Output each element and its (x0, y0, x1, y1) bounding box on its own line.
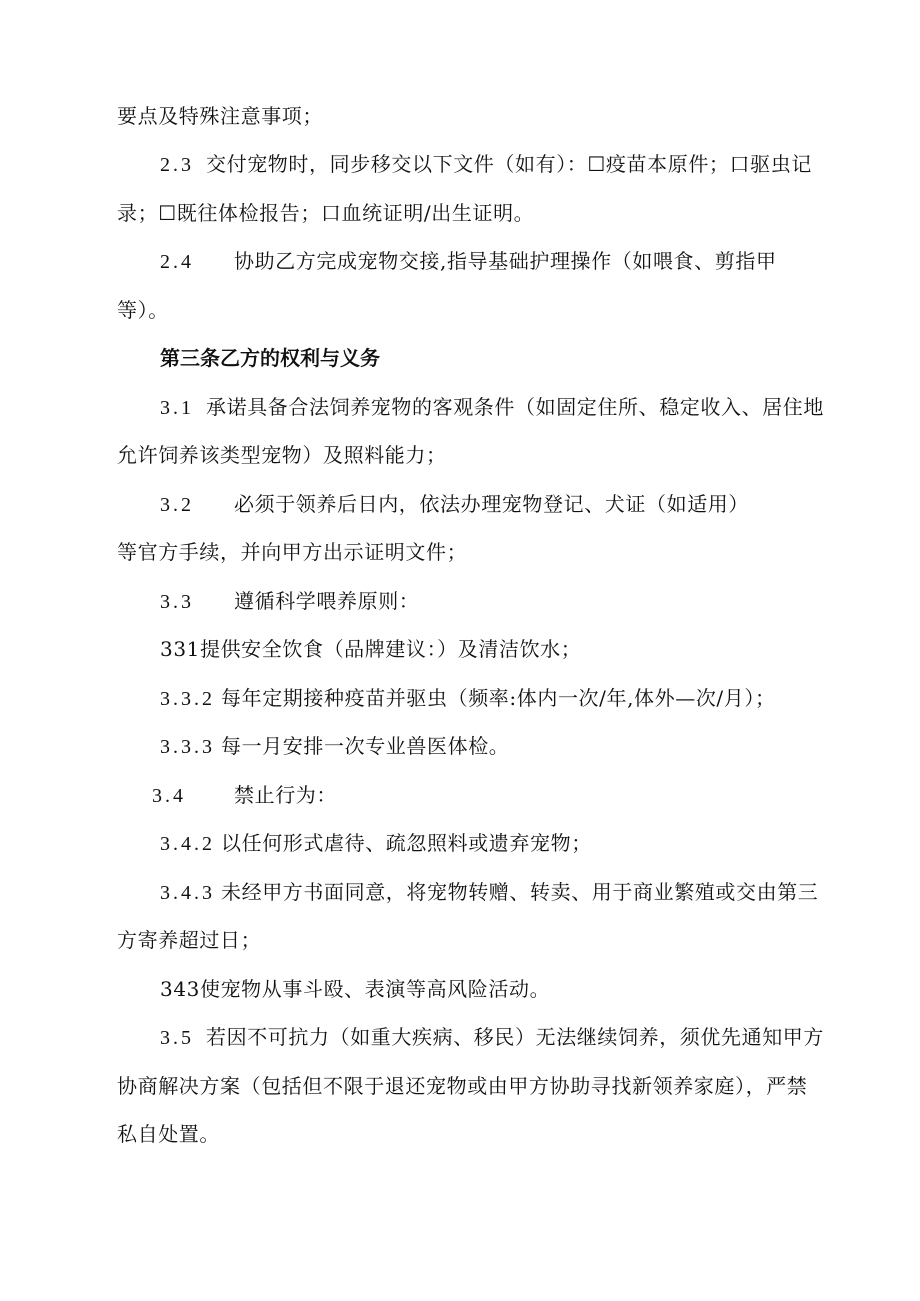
line-text: 未经甲方书面同意，将宠物转赠、转卖、用于商业繁殖或交由第三 (221, 880, 819, 904)
line-text: 遵循科学喂养原则： (234, 589, 420, 613)
clause-3-5 (160, 1024, 824, 1051)
text-line (117, 103, 323, 129)
line-text: 每年定期接种疫苗并驱虫（频率:体内一次/年,体外—次/月）； (221, 686, 776, 710)
text-line (117, 297, 169, 323)
clause-3-4-3 (160, 879, 818, 906)
line-text: 等）。 (117, 298, 169, 322)
clause-2-3 (160, 151, 812, 178)
clause-number: 3.5 (160, 1027, 194, 1049)
line-text: 要点及特殊注意事项； (117, 104, 323, 128)
text-line (117, 442, 447, 468)
line-text: 必须于领养后日内，依法办理宠物登记、犬证（如适用） (234, 492, 749, 516)
text-line (117, 1121, 220, 1147)
clause-3-4 (152, 782, 337, 809)
line-text: 允许饲养该类型宠物）及照料能力； (117, 443, 447, 467)
clause-number: 3.1 (160, 397, 194, 419)
clause-3-2 (160, 491, 749, 518)
section-heading (160, 345, 380, 371)
line-text: 禁止行为： (234, 783, 337, 807)
clause-3-3-2 (160, 685, 776, 712)
clause-3-3 (160, 588, 419, 615)
clause-number: 3.4 (152, 785, 186, 807)
line-text: 私自处置。 (117, 1122, 220, 1146)
line-text: 等官方手续，并向甲方出示证明文件； (117, 540, 468, 564)
text-line (117, 539, 467, 565)
text-line (117, 927, 261, 953)
line-text: 每一月安排一次专业兽医体检。 (221, 734, 510, 758)
clause-number: 3.3.2 (160, 688, 215, 710)
line-text: 录；☐既往体检报告；口血统证明/出生证明。 (117, 201, 535, 225)
line-text: 以任何形式虐待、疏忽照料或遗弃宠物； (221, 831, 592, 855)
clause-number: 3.4.2 (160, 833, 215, 855)
clause-number: 2.3 (160, 154, 194, 176)
text-line (160, 976, 550, 1002)
clause-number: 2.4 (160, 251, 194, 273)
line-text: 若因不可抗力（如重大疾病、移民）无法继续饲养，须优先通知甲方 (206, 1025, 824, 1049)
line-text: 承诺具备合法饲养宠物的客观条件（如固定住所、稳定收入、居住地 (206, 395, 824, 419)
clause-number: 3.3 (160, 591, 194, 613)
line-text: 协商解决方案（包括但不限于退还宠物或由甲方协助寻找新领养家庭），严禁 (117, 1074, 808, 1098)
text-line (117, 200, 534, 226)
clause-3-1 (160, 394, 824, 421)
line-text: 331提供安全饮食（品牌建议：）及清洁饮水； (160, 637, 582, 661)
text-line (160, 636, 581, 662)
heading-text: 第三条乙方的权利与义务 (160, 346, 380, 370)
clause-3-3-3 (160, 733, 509, 760)
line-text: 交付宠物时，同步移交以下文件（如有）：☐疫苗本原件；口驱虫记 (206, 152, 812, 176)
clause-2-4 (160, 248, 777, 275)
clause-number: 3.4.3 (160, 882, 215, 904)
clause-number: 3.3.3 (160, 736, 215, 758)
text-line (117, 1073, 807, 1099)
line-text: 方寄养超过日； (117, 928, 262, 952)
line-text: 协助乙方完成宠物交接,指导基础护理操作（如喂食、剪指甲 (234, 249, 777, 273)
clause-3-4-2 (160, 830, 592, 857)
clause-number: 3.2 (160, 494, 194, 516)
line-text: 343使宠物从事斗殴、表演等高风险活动。 (160, 977, 551, 1001)
